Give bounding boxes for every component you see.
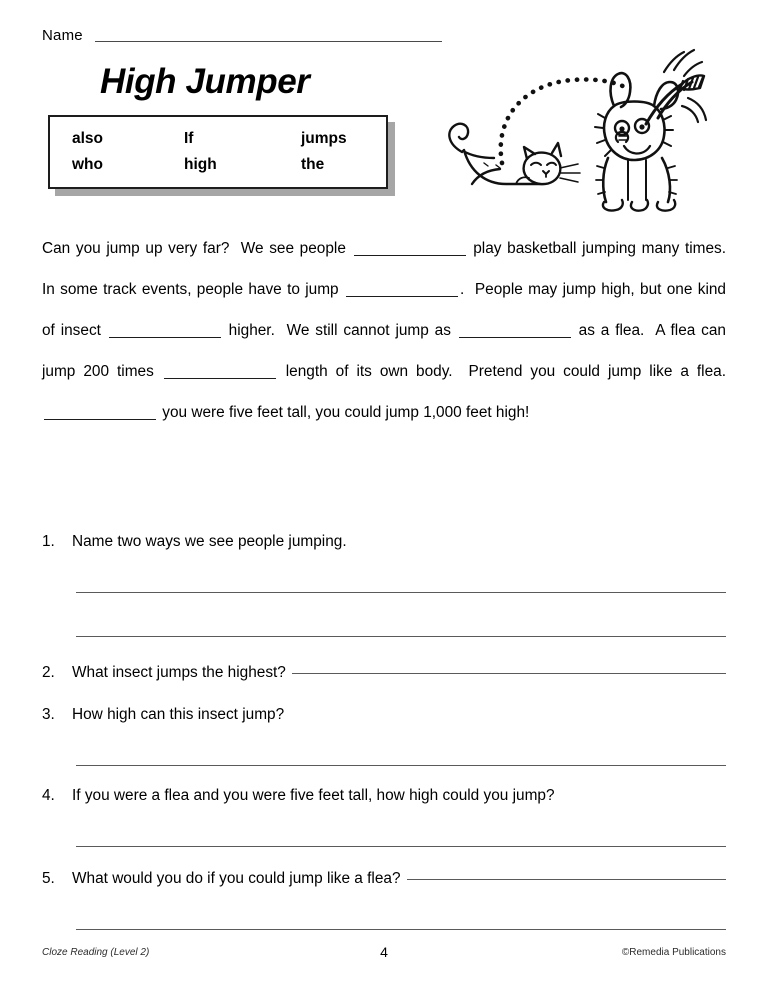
questions-list [42, 532, 726, 950]
footer [42, 944, 726, 960]
page-title: High Jumper [100, 62, 310, 101]
cat-icon [449, 124, 580, 184]
cloze-text: you were five feet tall, you could jump 1,000 feet high! [158, 404, 530, 421]
name-row [42, 22, 442, 44]
answer-rule[interactable] [76, 846, 726, 847]
question-number: 2. [42, 664, 55, 681]
word-bank-word: the [301, 156, 325, 173]
footer-series-label: Cloze Reading (Level 2) [42, 946, 150, 958]
question-row [42, 705, 726, 725]
question-text: What insect jumps the highest? [72, 664, 286, 681]
question-item [42, 532, 726, 637]
word-bank-row [72, 152, 386, 178]
word-bank-row [72, 126, 386, 152]
question-number: 1. [42, 533, 55, 550]
name-input-rule[interactable] [95, 41, 442, 42]
question-text: If you were a flea and you were five feet tall, how high could you jump? [72, 787, 555, 804]
cloze-blank[interactable] [164, 378, 276, 379]
question-item [42, 869, 726, 930]
dog-icon [595, 50, 706, 211]
question-item [42, 786, 726, 847]
cloze-text: . People may jump high, but one kind of insect [42, 281, 731, 339]
cloze-blank[interactable] [346, 296, 458, 297]
answer-rule[interactable] [292, 673, 726, 674]
word-bank-box [48, 115, 388, 189]
question-number: 4. [42, 787, 55, 804]
word-bank-word: who [72, 156, 103, 173]
word-bank-word: also [72, 130, 104, 147]
cloze-text: play basketball jumping many times. In some track events, people have to jump [42, 240, 735, 298]
name-label: Name [42, 27, 83, 44]
answer-rule[interactable] [76, 929, 726, 930]
question-item [42, 705, 726, 766]
word-bank-word: If [184, 130, 194, 147]
answer-rule[interactable] [76, 636, 726, 637]
cloze-blank[interactable] [459, 337, 571, 338]
question-number: 3. [42, 706, 55, 723]
question-text: Name two ways we see people jumping. [72, 533, 347, 550]
question-row [42, 532, 726, 552]
cloze-blank[interactable] [354, 255, 466, 256]
answer-rule[interactable] [407, 879, 726, 880]
footer-copyright: ©Remedia Publications [621, 946, 726, 958]
illustration-cat-dog-flea [432, 32, 712, 212]
cloze-text: Can you jump up very far? We see people [42, 240, 352, 257]
answer-rule[interactable] [76, 765, 726, 766]
word-bank-word: high [184, 156, 217, 173]
question-row [42, 786, 726, 806]
question-text: How high can this insect jump? [72, 706, 285, 723]
cloze-text: higher. We still cannot jump as [222, 322, 457, 339]
question-item [42, 663, 726, 683]
cloze-blank[interactable] [44, 419, 156, 420]
question-text: What would you do if you could jump like a flea? [72, 870, 401, 887]
page-number: 4 [380, 944, 388, 960]
cloze-paragraph [42, 228, 735, 433]
question-row [42, 663, 726, 683]
question-number: 5. [42, 870, 55, 887]
question-row [42, 869, 726, 889]
cloze-text: as a flea. A flea can jump 200 times [42, 322, 731, 380]
word-bank [48, 115, 388, 189]
cloze-blank[interactable] [109, 337, 221, 338]
cloze-text: length of its own body. Pretend you could jump like a flea. [277, 363, 735, 380]
word-bank-word: jumps [301, 130, 347, 147]
answer-rule[interactable] [76, 592, 726, 593]
